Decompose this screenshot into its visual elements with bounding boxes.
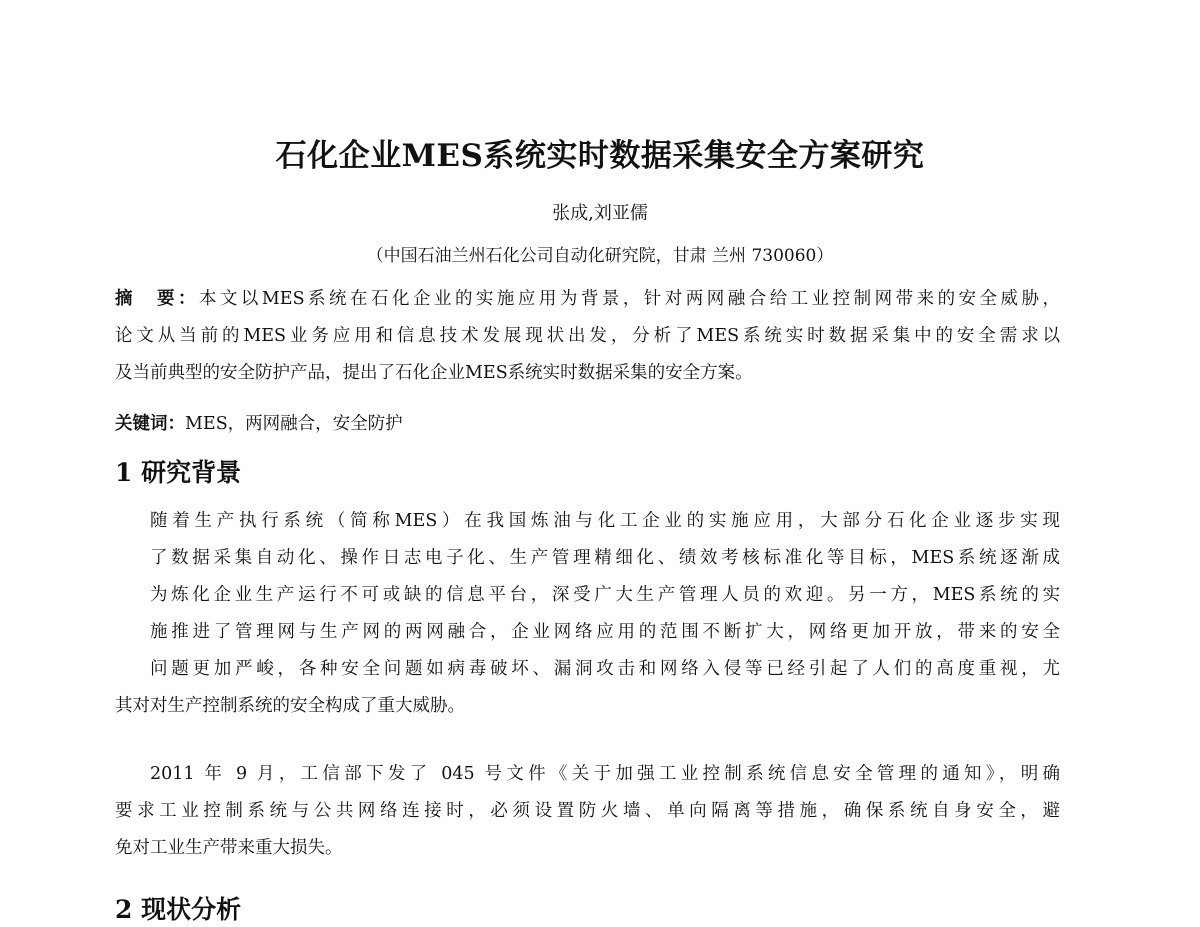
section1-paragraph-2 — [115, 756, 1060, 867]
section-heading-1: 1 研究背景 — [115, 458, 242, 487]
paragraph-line: 随着生产执行系统（简称MES）在我国炼油与化工企业的实施应用，大部分石化企业逐步实现 — [150, 511, 1060, 531]
paragraph-line: 其对对生产控制系统的安全构成了重大威胁。 — [115, 696, 465, 716]
abstract-line-3: 及当前典型的安全防护产品，提出了石化企业MES系统实时数据采集的安全方案。 — [115, 363, 753, 383]
abstract-line-1 — [115, 281, 1060, 318]
keywords — [115, 406, 1060, 443]
keywords-text: MES，两网融合，安全防护 — [185, 414, 403, 434]
paragraph-line: 免对工业生产带来重大损失。 — [115, 838, 343, 858]
paper-authors: 张成,刘亚儒 — [552, 203, 648, 224]
section1-paragraph-1 — [115, 503, 1060, 725]
paper-title: 石化企业MES系统实时数据采集安全方案研究 — [275, 138, 925, 174]
paragraph-line: 了数据采集自动化、操作日志电子化、生产管理精细化、绩效考核标准化等目标，MES系统逐渐成 — [150, 548, 1060, 568]
paragraph-line: 2011 年 9 月，工信部下发了 045 号文件《关于加强工业控制系统信息安全管理的通知》，明确 — [150, 764, 1060, 784]
keywords-label: 关键词： — [115, 414, 185, 434]
paragraph-line: 为炼化企业生产运行不可或缺的信息平台，深受广大生产管理人员的欢迎。另一方，MES系统的实 — [150, 585, 1060, 605]
abstract-label: 摘 要： — [115, 289, 199, 309]
paragraph-line: 问题更加严峻，各种安全问题如病毒破坏、漏洞攻击和网络入侵等已经引起了人们的高度重视，尤 — [150, 659, 1060, 679]
section-heading-2: 2 现状分析 — [115, 895, 242, 924]
paragraph-line: 施推进了管理网与生产网的两网融合，企业网络应用的范围不断扩大，网络更加开放，带来的安全 — [150, 622, 1060, 642]
abstract — [115, 281, 1060, 392]
paper-affiliation: （中国石油兰州石化公司自动化研究院，甘肃 兰州 730060） — [366, 246, 834, 266]
abstract-text-1: 本文以MES系统在石化企业的实施应用为背景，针对两网融合给工业控制网带来的安全威胁， — [198, 289, 1060, 309]
abstract-line-2: 论文从当前的MES业务应用和信息技术发展现状出发，分析了MES系统实时数据采集中的安全需求以 — [115, 326, 1060, 346]
paragraph-line: 要求工业控制系统与公共网络连接时，必须设置防火墙、单向隔离等措施，确保系统自身安全，避 — [115, 801, 1060, 821]
